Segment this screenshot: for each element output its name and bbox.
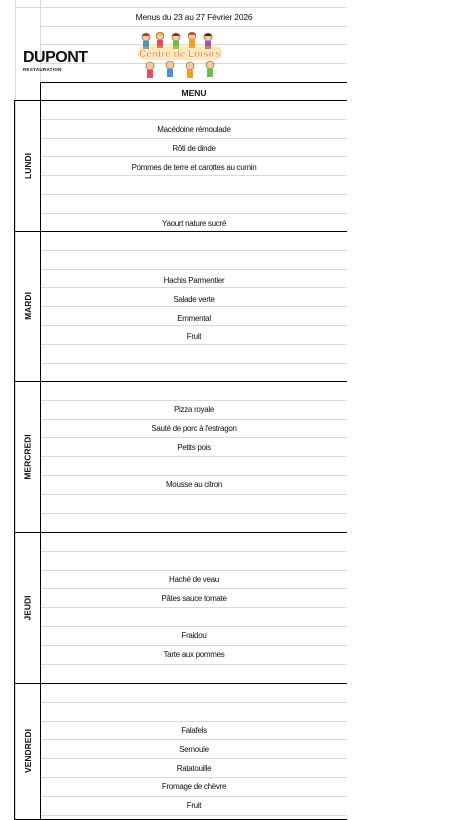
day-name: MERCREDI <box>22 433 33 480</box>
grid-line <box>41 194 347 195</box>
grid-line <box>41 287 347 288</box>
dish-item: Sauté de porc à l'estragon <box>151 424 237 433</box>
day-divider <box>14 231 347 232</box>
day-label <box>15 532 40 683</box>
dish-item: Fruit <box>186 332 202 341</box>
grid-line <box>41 796 347 797</box>
day-divider <box>14 532 347 533</box>
day-label <box>15 100 40 231</box>
grid-line <box>41 213 347 214</box>
grid-line <box>41 494 347 495</box>
dish-item: Emmental <box>177 314 211 323</box>
dish-item: Rôti de dinde <box>172 144 216 153</box>
grid-line <box>41 513 347 514</box>
dish-item: Hachis Parmentier <box>163 276 225 285</box>
grid-line <box>41 269 347 270</box>
page-title: Menus du 23 au 27 Février 2026 <box>135 12 253 22</box>
grid-line <box>41 344 347 345</box>
grid-line <box>41 175 347 176</box>
grid-line <box>41 250 347 251</box>
grid-line <box>41 570 347 571</box>
grid-line <box>41 702 347 703</box>
grid-line <box>41 758 347 759</box>
grid-line <box>41 437 347 438</box>
grid-line <box>41 419 347 420</box>
dish-item: Tarte aux pommes <box>163 650 225 659</box>
grid-line <box>41 400 347 401</box>
grid-line <box>41 475 347 476</box>
centre-de-loisirs-logo <box>136 30 224 80</box>
dish-item: Ratatouille <box>176 764 212 773</box>
dish-item: Pommes de terre et carottes au cumin <box>131 163 257 172</box>
grid-line <box>41 325 347 326</box>
day-label <box>15 683 40 819</box>
dish-item: Fraidou <box>181 631 207 640</box>
day-name: MARDI <box>22 292 33 320</box>
grid-line <box>40 26 347 27</box>
dish-item: Pizza royale <box>174 405 214 414</box>
grid-line <box>41 363 347 364</box>
grid-line <box>41 119 347 120</box>
dish-item: Macédoine rémoulade <box>157 125 231 134</box>
grid-line <box>41 306 347 307</box>
centre-logo-text: Centre de Loisirs <box>139 49 221 60</box>
grid-line <box>41 456 347 457</box>
grid-line <box>41 815 347 816</box>
dish-item: Falafels <box>181 726 207 735</box>
table-border <box>40 82 347 83</box>
grid-line <box>41 721 347 722</box>
dish-item: Petits pois <box>177 443 211 452</box>
day-name: LUNDI <box>22 152 33 179</box>
table-border <box>40 100 347 101</box>
dupont-logo <box>23 49 88 74</box>
day-label <box>15 381 40 532</box>
grid-line <box>41 777 347 778</box>
grid-line <box>41 551 347 552</box>
dish-item: Salade verte <box>173 295 215 304</box>
grid-line <box>41 588 347 589</box>
dish-item: Yaourt nature sucré <box>162 219 226 228</box>
day-divider <box>14 381 347 382</box>
grid-line <box>41 626 347 627</box>
dish-item: Haché de veau <box>169 575 219 584</box>
menu-column-header: MENU <box>181 88 207 98</box>
grid-line <box>41 664 347 665</box>
grid-line <box>41 138 347 139</box>
day-name: JEUDI <box>22 594 33 621</box>
grid-line <box>41 156 347 157</box>
grid-line <box>41 739 347 740</box>
dish-item: Fromage de chèvre <box>161 782 227 791</box>
dish-item: Fruit <box>186 801 202 810</box>
day-divider <box>14 683 347 684</box>
dish-item: Mousse au citron <box>165 480 223 489</box>
grid-line <box>41 645 347 646</box>
day-label <box>15 231 40 381</box>
grid-line <box>41 607 347 608</box>
day-name: VENDREDI <box>22 729 33 773</box>
dupont-logo-subtitle: RESTAURATION <box>23 67 62 72</box>
grid-line <box>15 7 347 8</box>
dupont-logo-text: DUPONT <box>23 49 88 66</box>
dish-item: Semoule <box>179 745 209 754</box>
dish-item: Pâtes sauce tomate <box>161 594 227 603</box>
